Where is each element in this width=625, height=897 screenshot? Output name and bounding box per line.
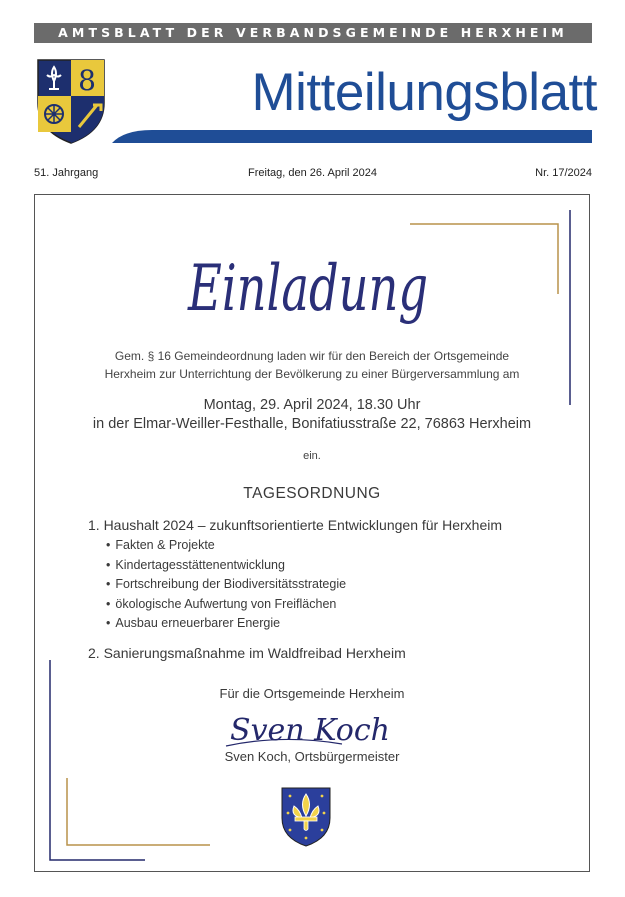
- herxheim-crest-icon: [280, 786, 332, 848]
- meeting-date: Montag, 29. April 2024, 18.30 Uhr: [203, 397, 421, 413]
- signoff-line: Für die Ortsgemeinde Herxheim: [219, 686, 405, 701]
- top-banner: AMTSBLATT DER VERBANDSGEMEINDE HERXHEIM: [34, 23, 592, 43]
- agenda-subitem: • ökologische Aufwertung von Freiflächen: [106, 595, 502, 615]
- agenda-subitem: • Fakten & Projekte: [106, 536, 502, 556]
- municipal-coat-of-arms-logo: [35, 57, 107, 145]
- ein-text: ein.: [303, 450, 321, 462]
- agenda-list: [88, 517, 502, 634]
- einladung-script-heading: [178, 232, 440, 344]
- agenda-subitem: • Fortschreibung der Biodiversitätsstrategie: [106, 575, 502, 595]
- meeting-venue: in der Elmar-Weiller-Festhalle, Bonifatiusstraße 22, 76863 Herxheim: [92, 416, 532, 432]
- issue-date: Freitag, den 26. April 2024: [248, 167, 378, 179]
- masthead-swoosh-rule: [112, 128, 592, 143]
- volume-label: 51. Jahrgang: [34, 167, 99, 179]
- agenda-subitem: • Kindertagesstättenentwicklung: [106, 556, 502, 576]
- issue-number: Nr. 17/2024: [535, 167, 592, 179]
- intro-line-2: Herxheim zur Unterrichtung der Bevölkerung zu einer Bürgerversammlung am: [104, 367, 520, 381]
- handwritten-signature: [222, 704, 402, 752]
- agenda-title: TAGESORDNUNG: [243, 485, 381, 502]
- svg-text:Sven Koch: Sven Koch: [230, 713, 390, 748]
- intro-line-1: Gem. § 16 Gemeindeordnung laden wir für den Bereich der Ortsgemeinde: [114, 349, 510, 363]
- agenda-subitem: • Ausbau erneuerbarer Energie: [106, 614, 502, 634]
- masthead-title: Mitteilungsblatt: [251, 63, 597, 122]
- signer-name: Sven Koch, Ortsbürgermeister: [224, 749, 400, 764]
- svg-text:8: 8: [78, 64, 96, 97]
- agenda-item-2: 2. Sanierungsmaßnahme im Waldfreibad Herxheim: [88, 645, 406, 661]
- agenda-item-1: 1. Haushalt 2024 – zukunftsorientierte Entwicklungen für Herxheim: [88, 517, 502, 533]
- svg-text:Einladung: Einladung: [187, 252, 428, 326]
